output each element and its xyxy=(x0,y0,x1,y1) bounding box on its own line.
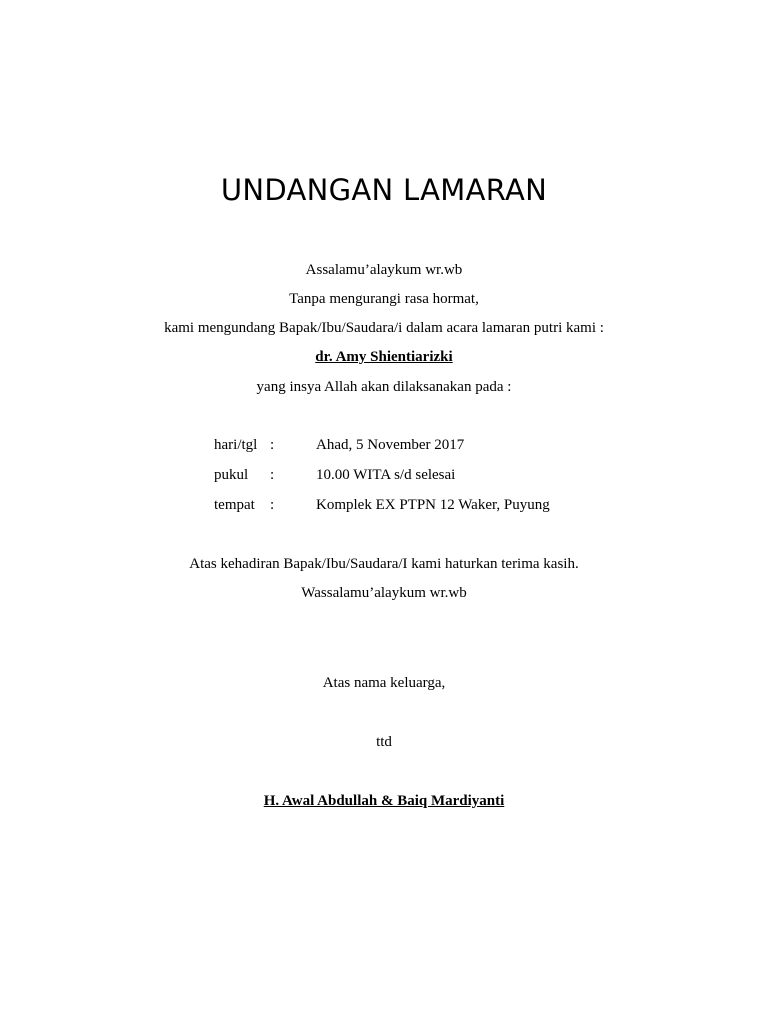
detail-value: Ahad, 5 November 2017 xyxy=(316,437,465,453)
closing-greeting: Wassalamu’alaykum wr.wb xyxy=(301,585,467,601)
detail-separator: : xyxy=(270,467,275,483)
detail-value: Komplek EX PTPN 12 Waker, Puyung xyxy=(316,497,550,513)
on-behalf-line: Atas nama keluarga, xyxy=(322,675,446,691)
detail-label: hari/tgl xyxy=(214,437,258,453)
document-title: UNDANGAN LAMARAN xyxy=(220,173,548,207)
greeting: Assalamu’alaykum wr.wb xyxy=(305,262,463,278)
detail-separator: : xyxy=(270,497,275,513)
detail-row-date xyxy=(0,435,768,455)
signature-mark: ttd xyxy=(376,734,392,750)
detail-value: 10.00 WITA s/d selesai xyxy=(316,467,456,483)
detail-separator: : xyxy=(270,437,275,453)
detail-row-time xyxy=(0,465,768,485)
detail-row-place xyxy=(0,495,768,515)
schedule-intro: yang insya Allah akan dilaksanakan pada : xyxy=(256,379,512,395)
intro-line-1: Tanpa mengurangi rasa hormat, xyxy=(289,291,479,307)
signatories: H. Awal Abdullah & Baiq Mardiyanti xyxy=(263,793,505,809)
detail-label: pukul xyxy=(214,467,249,483)
bride-name: dr. Amy Shientiarizki xyxy=(315,349,453,365)
thanks-line: Atas kehadiran Bapak/Ibu/Saudara/I kami haturkan terima kasih. xyxy=(189,556,579,572)
detail-label: tempat xyxy=(214,497,255,513)
intro-line-2: kami mengundang Bapak/Ibu/Saudara/i dalam acara lamaran putri kami : xyxy=(164,320,604,336)
